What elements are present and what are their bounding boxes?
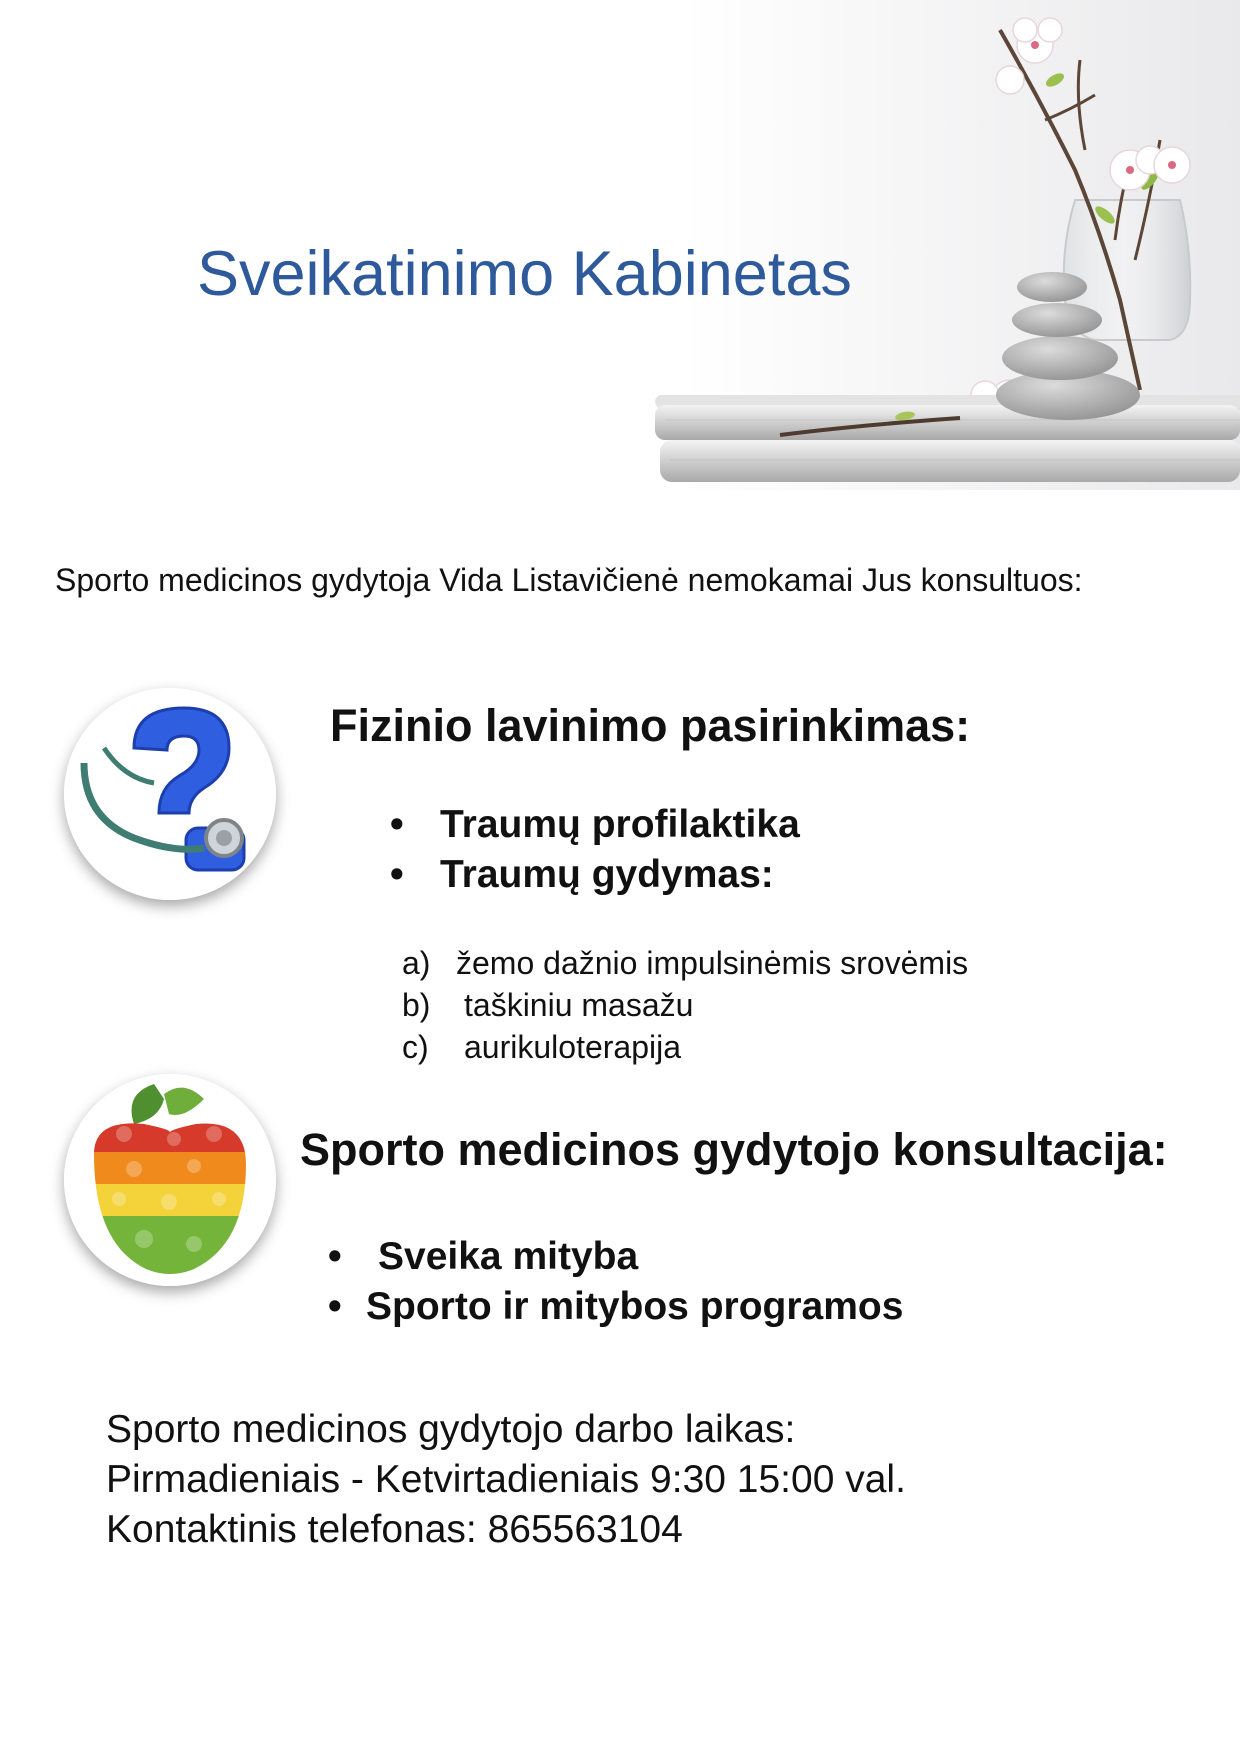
list-item: b) taškiniu masažu [402, 987, 694, 1023]
working-hours-label: Sporto medicinos gydytojo darbo laikas: [106, 1408, 796, 1451]
fruit-vegetable-apple-icon [64, 1074, 276, 1286]
treatment-methods-list [402, 942, 968, 1068]
list-item: • Sporto ir mitybos programos [328, 1285, 904, 1328]
contact-phone: Kontaktinis telefonas: 865563104 [106, 1508, 683, 1551]
physical-training-list [390, 800, 800, 900]
contact-info [106, 1405, 906, 1555]
working-hours: Pirmadieniais - Ketvirtadieniais 9:30 15:00 val. [106, 1458, 906, 1501]
page-title: Sveikatinimo Kabinetas [197, 239, 852, 309]
list-item: • Sveika mityba [328, 1235, 639, 1278]
section-heading-sports-consultation: Sporto medicinos gydytojo konsultacija: [300, 1124, 1168, 1175]
list-item: a) žemo dažnio impulsinėmis srovėmis [402, 945, 969, 981]
stethoscope-question-mark-icon [64, 688, 276, 900]
sports-consultation-list [328, 1232, 903, 1332]
section-heading-physical-training: Fizinio lavinimo pasirinkimas: [330, 700, 971, 751]
list-item: • Traumų gydymas: [390, 853, 774, 896]
list-item: • Traumų profilaktika [390, 803, 800, 846]
list-item: c) aurikuloterapija [402, 1029, 682, 1065]
intro-text: Sporto medicinos gydytoja Vida Listavičienė nemokamai Jus konsultuos: [55, 562, 1083, 598]
